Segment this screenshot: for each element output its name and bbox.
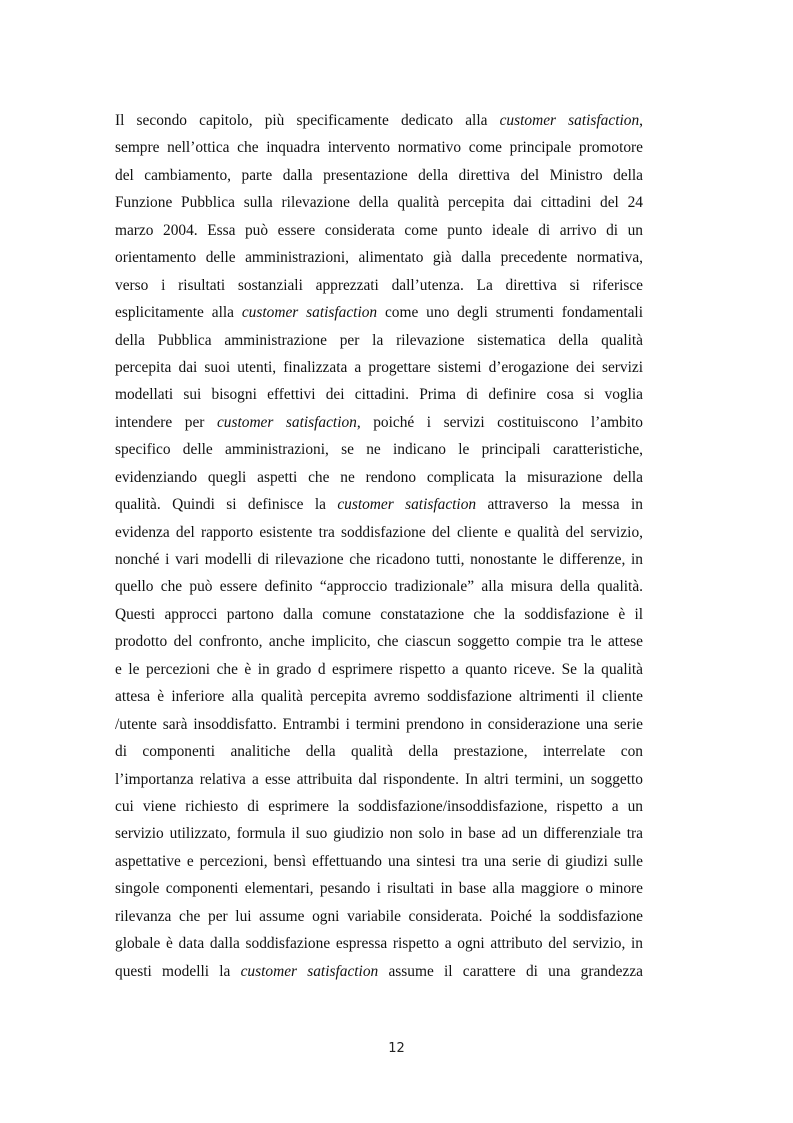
text-line [115, 601, 643, 628]
text-run: qualità. Quindi si definisce la [115, 496, 338, 514]
italic-term: customer satisfaction [337, 496, 477, 514]
text-run: marzo 2004. Essa può essere considerata come punto ideale di arrivo di un [115, 221, 643, 239]
text-run: nonché i vari modelli di rilevazione che ricadono tutti, nonostante le differenze, in [115, 551, 643, 568]
text-line [115, 162, 643, 189]
text-run: verso i risultati sostanziali apprezzati dall’utenza. La direttiva si riferisce [115, 276, 643, 294]
text-line [115, 381, 643, 408]
text-line [115, 464, 643, 491]
text-run: questi modelli la [115, 962, 241, 980]
italic-term: customer satisfaction [241, 304, 378, 322]
text-line [115, 903, 643, 930]
text-line [115, 436, 643, 463]
text-run: attraverso la messa in [476, 496, 643, 514]
text-run: prodotto del confronto, anche implicito, che ciascun soggetto compie tra le attese [115, 633, 643, 651]
text-line [115, 354, 643, 381]
text-run: evidenziando quegli aspetti che ne rendono complicata la misurazione della [115, 468, 643, 486]
text-line [115, 738, 643, 765]
text-run: specifico delle amministrazioni, se ne indicano le principali caratteristiche, [115, 441, 643, 459]
text-run: /utente sarà insoddisfatto. Entrambi i termini prendono in considerazione una serie [115, 715, 643, 733]
text-run: sempre nell’ottica che inquadra intervento normativo come principale promotore [115, 139, 643, 157]
text-run: evidenza del rapporto esistente tra soddisfazione del cliente e qualità del servizio, [115, 523, 643, 541]
text-run: cui viene richiesto di esprimere la soddisfazione/insoddisfazione, rispetto a un [115, 797, 643, 815]
text-line [115, 491, 643, 518]
text-line [115, 409, 643, 436]
italic-term: customer satisfaction [499, 112, 640, 129]
text-run: attesa è inferiore alla qualità percepita avremo soddisfazione altrimenti il cliente [115, 688, 643, 706]
text-line [115, 793, 643, 820]
text-run: Questi approcci partono dalla comune constatazione che la soddisfazione è il [115, 605, 643, 623]
text-line [115, 683, 643, 710]
text-line [115, 244, 643, 271]
text-run: quello che può essere definito “approccio tradizionale” alla misura della qualità. [115, 578, 643, 596]
text-line [115, 875, 643, 902]
text-run: esplicitamente alla [115, 304, 242, 322]
text-run: rilevanza che per lui assume ogni variabile considerata. Poiché la soddisfazione [115, 907, 643, 925]
italic-term: customer satisfaction [240, 962, 379, 980]
text-line [115, 711, 643, 738]
text-run: globale è data dalla soddisfazione espressa rispetto a ogni attributo del servizio, in [115, 935, 643, 953]
text-run: aspettative e percezioni, bensì effettuando una sintesi tra una serie di giudizi sulle [115, 852, 643, 870]
text-run: Funzione Pubblica sulla rilevazione della qualità percepita dai cittadini del 24 [115, 194, 643, 212]
body-paragraph [115, 107, 643, 985]
text-run: intendere per [115, 413, 217, 431]
text-run: di componenti analitiche della qualità della prestazione, interrelate con [115, 743, 643, 761]
text-line [115, 189, 643, 216]
text-line [115, 299, 643, 326]
text-line [115, 656, 643, 683]
text-line [115, 628, 643, 655]
text-run: e le percezioni che è in grado d esprimere rispetto a quanto riceve. Se la qualità [115, 660, 643, 678]
text-run: come uno degli strumenti fondamentali [377, 304, 643, 322]
text-run: percepita dai suoi utenti, finalizzata a progettare sistemi d’erogazione dei servizi [115, 358, 643, 376]
text-line [115, 766, 643, 793]
text-line [115, 217, 643, 244]
text-line [115, 327, 643, 354]
text-line [115, 519, 643, 546]
text-line [115, 546, 643, 573]
page-number: 12 [388, 1041, 405, 1056]
text-line [115, 134, 643, 161]
italic-term: customer satisfaction [216, 413, 357, 431]
text-line [115, 848, 643, 875]
text-run: modellati sui bisogni effettivi dei cittadini. Prima di definire cosa si voglia [115, 386, 643, 404]
text-run: del cambiamento, parte dalla presentazione della direttiva del Ministro della [115, 166, 643, 184]
text-run: Il secondo capitolo, più specificamente dedicato alla [115, 112, 500, 129]
text-line [115, 930, 643, 957]
text-line [115, 107, 643, 134]
text-run: assume il carattere di una grandezza [378, 962, 644, 980]
text-line [115, 820, 643, 847]
text-run: , [639, 112, 643, 129]
text-line [115, 958, 643, 985]
text-run: l’importanza relativa a esse attribuita dal rispondente. In altri termini, un soggetto [115, 770, 643, 788]
text-run: orientamento delle amministrazioni, alimentato già dalla precedente normativa, [115, 249, 643, 267]
text-line [115, 573, 643, 600]
text-run: della Pubblica amministrazione per la rilevazione sistematica della qualità [115, 331, 643, 349]
text-line [115, 272, 643, 299]
text-run: , poiché i servizi costituiscono l’ambito [356, 413, 644, 431]
text-run: singole componenti elementari, pesando i risultati in base alla maggiore o minore [115, 880, 643, 898]
text-run: servizio utilizzato, formula il suo giudizio non solo in base ad un differenziale tra [115, 825, 643, 843]
